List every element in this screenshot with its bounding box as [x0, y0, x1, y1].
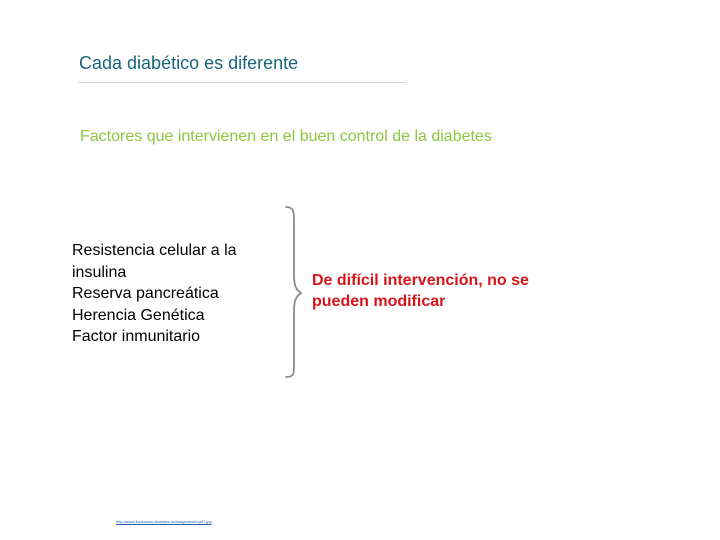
factor-item: Herencia Genética [72, 306, 205, 324]
curly-brace-icon [280, 204, 306, 380]
factor-list [72, 240, 272, 348]
slide-subtitle: Factores que intervienen en el buen control de la diabetes [80, 128, 492, 145]
factor-item: Reserva pancreática [72, 285, 219, 302]
slide-title: Cada diabético es diferente [79, 53, 299, 73]
source-link[interactable]: http://www.fundacion-diabetes.es/imagenes/img07.jpg [116, 519, 212, 524]
title-divider [78, 82, 406, 83]
factor-item: Factor inmunitario [72, 328, 201, 345]
factor-item: Resistencia celular a la insulina [72, 242, 237, 281]
conclusion-text: De difícil intervención, no se pueden modificar [312, 272, 529, 310]
